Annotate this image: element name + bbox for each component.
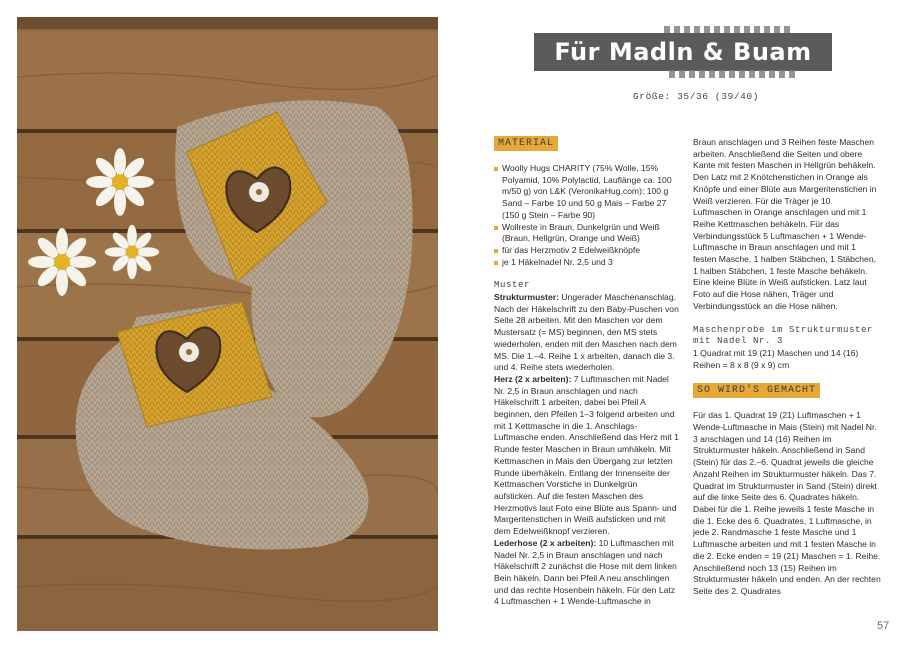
paragraph-strukturmuster (494, 292, 680, 374)
paragraph-herz (494, 374, 680, 538)
text-column-left (494, 136, 680, 608)
how-to-text: Für das 1. Quadrat 19 (21) Luftmaschen + 1 Wende-Luftmasche in Mais (Stein) mit Nadel Nr. 3 anschlagen und 14 (16) Reihen im Strukturmuster häkeln. Anschließend in Sand (Stein) für das 2.–6. Quadrat jeweils die gleiche Anzahl Reihen im Strukturmuster häkeln. Das 7. Quadrat im Strukturmuster in Sand (Stein) direkt auf die linke Seite des 6. Quadrates häkeln. Dabei für die 1. Reihe jeweils 1 feste Masche in die 1. Ecke des 6. Quadrates, 1 Luftmasche, in jede 2. Randmasche 1 feste Masche und 1 Luftmasche arbeiten und mit 1 festen Masche in die 2. Ecke enden = 19 (21) Maschen = 1. Reihe. Anschließend noch 13 (15) Reihen im Strukturmuster häkeln und enden. An der rechten Seite des 2. Quadrates (693, 410, 881, 596)
page-number: 57 (877, 620, 890, 632)
how-to-heading: SO WIRD'S GEMACHT (693, 383, 820, 398)
material-list (494, 163, 680, 268)
paragraph-text: 10 Luftmaschen mit Nadel Nr. 2,5 in Braun anschlagen und nach Häkelschrift 2 zunächst die Hose mit dem linken Bein häkeln. Dann bei Pfeil A neu anschlingen und das rechte Hosenbein häkeln. Für den Latz 4 Luftmaschen + 1 Wende-Luftmasche in (494, 537, 677, 607)
list-item: je 1 Häkelnadel Nr. 2,5 und 3 (494, 257, 680, 269)
list-item: Woolly Hugs CHARITY (75% Wolle, 15% Polyamid, 10% Polylactid, Lauflänge ca. 100 m/50 g) von L&K (VeronikaHug.com): 100 g Sand – Farbe 10 und 50 g Mais – Farbe 27 (150 g Stein – Farbe 90) (494, 163, 680, 222)
paragraph-text: Ungerader Maschenanschlag. Nach der Häkelschrift zu den Baby-Puschen von Seite 28 arbeiten. Mit den Maschen vor dem Mustersatz (= MS) beginnen, den MS stets wiederholen, enden mit den Maschen nach dem MS. Die 1.–4. Reihe 1 x arbeiten, danach die 3. und 4. Reihe stets wiederholen. (494, 292, 679, 373)
paragraph-lederhose (494, 538, 680, 608)
paragraph-label: Strukturmuster: (494, 292, 559, 303)
gauge-heading: Maschenprobe im Strukturmuster mit Nadel Nr. 3 (693, 324, 874, 347)
title-decoration-bottom (669, 70, 799, 78)
paragraph-continuation: Braun anschlagen und 3 Reihen feste Maschen arbeiten. Anschließend die Seiten und obere Kante mit festen Maschen in Hellgrün behäkeln. Den Latz mit 2 Knötchenstichen in Orange als Knöpfe und einer Blüte aus Margeritenstichen in Weiß verzieren. Für die Träger je 10 Luftmaschen in Orange anschlagen und mit 1 Reihe Kettmaschen behäkeln. Für das Verbindungsstück 5 Luftmaschen + 1 Wende-Luftmasche in Braun anschlagen und mit 1 festen Masche, 1 halben Stäbchen, 1 Stäbchen, 1 halben Stäbchen, 1 feste Masche behäkeln. Eine kleine Blüte in Weiß aufsticken. Latz laut Foto auf die Hose nähen, Träger und Verbindungsstück an die Hose nähen. (693, 137, 877, 311)
slippers-illustration (17, 17, 438, 631)
size-info: Größe: 35/36 (39/40) (633, 91, 760, 102)
title-banner (534, 26, 832, 78)
page-title: Für Madln & Buam (534, 33, 832, 71)
gauge-text: 1 Quadrat mit 19 (21) Maschen und 14 (16) Reihen = 8 x 8 (9 x 9) cm (693, 347, 859, 370)
material-heading: MATERIAL (494, 136, 558, 151)
paragraph-label: Herz (2 x arbeiten): (494, 373, 572, 384)
product-photo (17, 17, 438, 631)
list-item: Wollreste in Braun, Dunkelgrün und Weiß (Braun, Hellgrün, Orange und Weiß) (494, 222, 680, 245)
muster-heading: Muster (494, 280, 531, 291)
paragraph-label: Lederhose (2 x arbeiten): (494, 537, 597, 548)
text-column-right (693, 137, 881, 598)
paragraph-text: 7 Luftmaschen mit Nadel Nr. 2,5 in Braun anschlagen und nach Häkelschrift 1 arbeiten, dabei bei Pfeil A beginnen, den Pfeilen 1–3 folgend arbeiten und mit 1 Kettmasche in die 1. Anschlags-Luftmasche enden. Anschließend das Herz mit 1 Runde fester Maschen in Braun umhäkeln. Mit Kettmaschen in Mais den Übergang zur letzten Runde überhäkeln. Entlang der Innenseite der Kettmaschen Vorstiche in Dunkelgrün aufsticken. Auf die festen Maschen des Herzmotivs laut Foto eine Blüte aus Spann- und Margeritenstichen in Weiß aufsticken und mit dem Edelweißknopf verzieren. (494, 373, 679, 537)
list-item: für das Herzmotiv 2 Edelweißknöpfe (494, 245, 680, 257)
